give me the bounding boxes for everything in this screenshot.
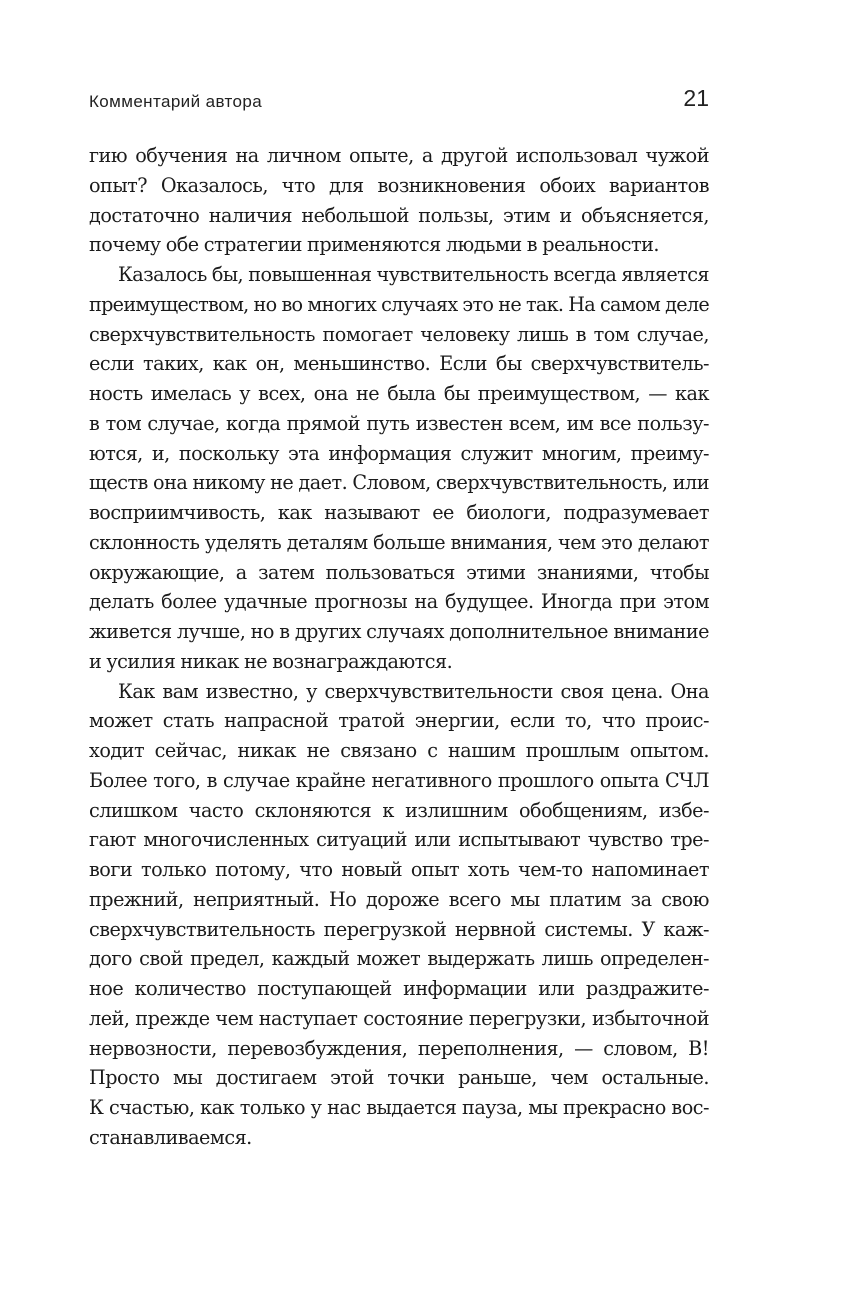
text-line: дого свой предел, каждый может выдержать лишь определен-	[89, 947, 709, 971]
text-line: ществ она никому не дает. Словом, сверхчувствительность, или	[89, 471, 709, 495]
text-line: прежний, неприятный. Но дороже всего мы платим за свою	[89, 887, 709, 911]
text-line: если таких, как он, меньшинство. Если бы сверхчувствитель-	[89, 352, 709, 376]
body-text	[89, 141, 709, 1153]
text-line: опыт? Оказалось, что для возникновения обоих вариантов	[89, 173, 709, 197]
text-line: ются, и, поскольку эта информация служит многим, преиму-	[89, 441, 709, 465]
text-line: станавливаемся.	[89, 1125, 252, 1149]
text-line: ное количество поступающей информации или раздражите-	[89, 977, 709, 1000]
text-line: и усилия никак не вознаграждаются.	[89, 649, 453, 673]
text-line: К счастью, как только у нас выдается пауза, мы прекрасно вос-	[89, 1096, 709, 1119]
text-line: преимуществом, но во многих случаях это не так. На самом деле	[89, 292, 709, 316]
text-line: ходит сейчас, никак не связано с нашим прошлым опытом.	[89, 739, 709, 762]
text-line: делать более удачные прогнозы на будущее. Иногда при этом	[89, 590, 709, 614]
text-line: Казалось бы, повышенная чувствительность всегда является	[118, 263, 709, 286]
text-line: слишком часто склоняются к излишним обобщениям, избе-	[89, 798, 709, 822]
text-line: в том случае, когда прямой путь известен всем, им все пользу-	[89, 411, 709, 435]
text-line: живется лучше, но в других случаях дополнительное внимание	[89, 620, 709, 643]
text-line: склонность уделять деталям больше внимания, чем это делают	[89, 530, 709, 554]
text-line: достаточно наличия небольшой пользы, этим и объясняется,	[89, 203, 709, 227]
text-line: нервозности, перевозбуждения, переполнения, — словом, В!	[89, 1036, 709, 1060]
text-line: почему обе стратегии применяются людьми в реальности.	[89, 233, 660, 257]
text-line: сверхчувствительность перегрузкой нервной системы. У каж-	[89, 917, 709, 941]
text-line: гают многочисленных ситуаций или испытывают чувство тре-	[89, 828, 709, 852]
text-line: окружающие, а затем пользоваться этими знаниями, чтобы	[89, 560, 709, 584]
text-line: сверхчувствительность помогает человеку лишь в том случае,	[89, 322, 709, 346]
text-line: восприимчивость, как называют ее биологи, подразумевает	[89, 501, 709, 524]
text-line: гию обучения на личном опыте, а другой использовал чужой	[89, 144, 709, 167]
page-number: 21	[683, 85, 709, 111]
text-line: ность имелась у всех, она не была бы преимуществом, — как	[89, 382, 709, 405]
text-line: Как вам известно, у сверхчувствительности своя цена. Она	[118, 679, 709, 703]
page-header	[89, 82, 709, 122]
text-line: воги только потому, что новый опыт хоть чем-то напоминает	[89, 858, 709, 881]
text-line: Более того, в случае крайне негативного прошлого опыта СЧЛ	[89, 768, 709, 792]
running-head: Комментарий автора	[89, 92, 263, 111]
text-line: лей, прежде чем наступает состояние перегрузки, избыточной	[89, 1006, 709, 1030]
text-line: может стать напрасной тратой энергии, если то, что проис-	[89, 709, 709, 733]
text-line: Просто мы достигаем этой точки раньше, чем остальные.	[89, 1066, 709, 1090]
